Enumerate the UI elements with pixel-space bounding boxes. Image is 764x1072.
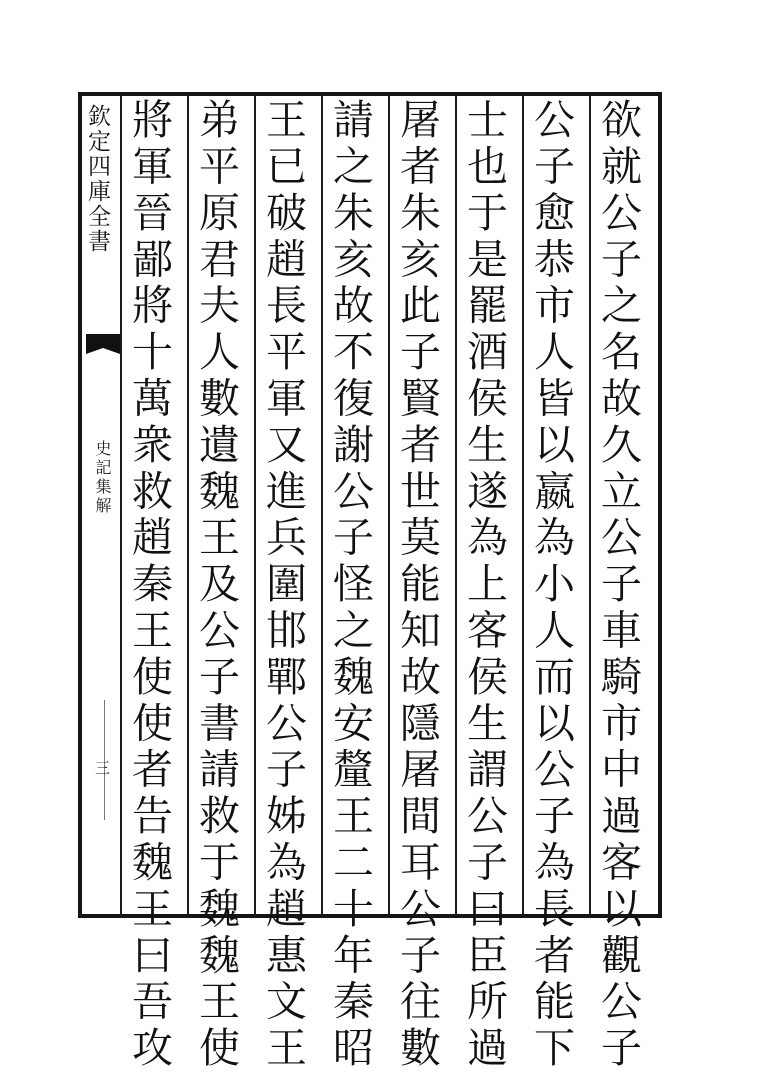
- column-rule: [522, 96, 524, 914]
- column-rule: [589, 96, 591, 914]
- column-text: 公子愈恭市人皆以嬴為小人而以公子為長者能下: [527, 98, 575, 1072]
- column-rule: [254, 96, 256, 914]
- column-text: 弟平原君夫人數遺魏王及公子書請救于魏魏王使: [192, 98, 240, 1072]
- column-text: 士也于是罷酒侯生遂為上客侯生謂公子曰臣所過: [460, 98, 508, 1072]
- book-title: 史記集解: [93, 440, 112, 516]
- column-text: 欲就公子之名故久立公子車騎市中過客以觀公子: [594, 98, 642, 1072]
- text-column-7: [192, 98, 240, 1072]
- column-rule: [388, 96, 390, 914]
- text-column-5: [326, 98, 374, 1072]
- column-text: 屠者朱亥此子賢者世莫能知故隱屠間耳公子往數: [393, 98, 441, 1072]
- column-text: 將軍晉鄙將十萬衆救趙秦王使使者告魏王曰吾攻: [125, 98, 173, 1072]
- text-column-1: [594, 98, 642, 1072]
- column-text: 王已破趙長平軍又進兵圍邯鄲公子姊為趙惠文王: [259, 98, 307, 1072]
- column-text: 請之朱亥故不復謝公子怪之魏安釐王二十年秦昭: [326, 98, 374, 1072]
- column-rule: [120, 96, 122, 914]
- text-column-4: [393, 98, 441, 1072]
- header-title: 欽定四庫全書: [84, 104, 110, 254]
- page-number: 三: [93, 760, 111, 775]
- text-column-3: [460, 98, 508, 1072]
- column-rule: [187, 96, 189, 914]
- text-column-8: [125, 98, 173, 1072]
- column-rule: [321, 96, 323, 914]
- text-column-2: [527, 98, 575, 1072]
- text-column-6: [259, 98, 307, 1072]
- fishtail-mark-icon: [86, 334, 120, 354]
- column-rule: [455, 96, 457, 914]
